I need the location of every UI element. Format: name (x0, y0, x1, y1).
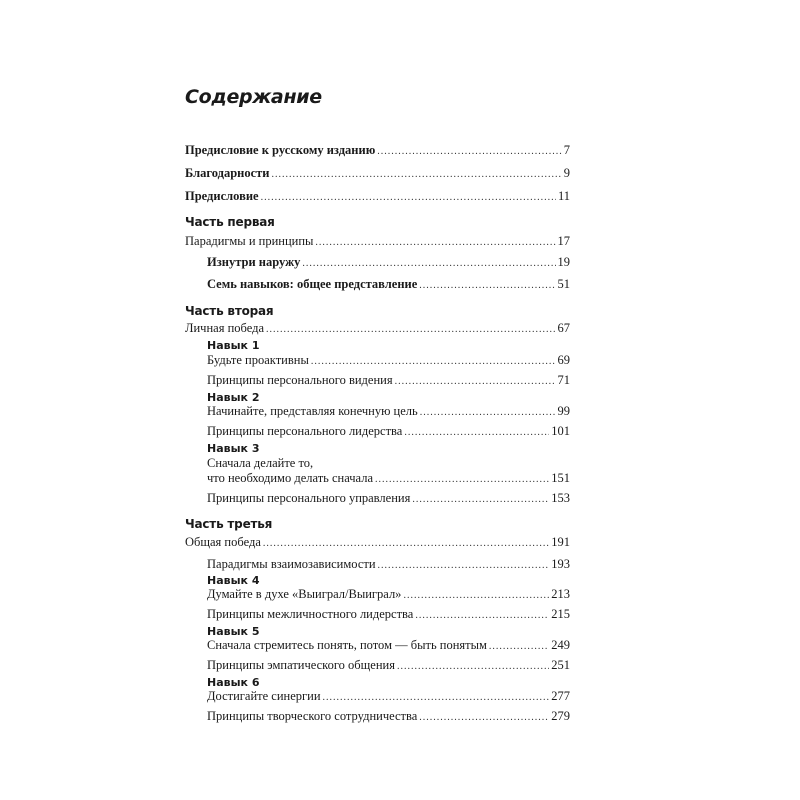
toc-entry[interactable]: Принципы персонального управления ..... 153 (207, 491, 570, 507)
toc-entry[interactable]: Принципы эмпатического общения ..... 251 (207, 658, 570, 674)
toc-entry[interactable]: Начинайте, представляя конечную цель ..... 99 (207, 404, 570, 420)
habit-heading: Навык 2 (207, 391, 260, 404)
toc-entry-line: Сначала делайте то, (207, 456, 314, 470)
part-heading: Часть первая (185, 215, 275, 229)
toc-page (185, 0, 570, 800)
toc-entry[interactable]: Общая победа ..... 191 (185, 535, 570, 551)
toc-entry[interactable]: Предисловие ..... 11 (185, 189, 570, 205)
habit-heading: Навык 1 (207, 339, 260, 352)
toc-entry[interactable]: что необходимо делать сначала ..... 151 (207, 471, 570, 487)
toc-entry[interactable]: Принципы творческого сотрудничества ..... 279 (207, 709, 570, 725)
toc-entry[interactable]: Предисловие к русскому изданию ..... 7 (185, 143, 570, 159)
toc-entry[interactable]: Семь навыков: общее представление ..... 51 (207, 277, 570, 293)
toc-entry[interactable]: Сначала стремитесь понять, потом — быть понятым ..... 249 (207, 638, 570, 654)
toc-entry[interactable]: Благодарности ..... 9 (185, 166, 570, 182)
toc-entry[interactable]: Парадигмы взаимозависимости ..... 193 (207, 557, 570, 573)
toc-entry[interactable]: Будьте проактивны ..... 69 (207, 353, 570, 369)
part-heading: Часть третья (185, 517, 273, 531)
toc-entry[interactable]: Достигайте синергии ..... 277 (207, 689, 570, 705)
toc-entry[interactable]: Принципы межличностного лидерства ..... 215 (207, 607, 570, 623)
part-heading: Часть вторая (185, 304, 274, 318)
toc-title: Содержание (185, 86, 322, 108)
habit-heading: Навык 5 (207, 625, 260, 638)
toc-entry[interactable]: Принципы персонального видения ..... 71 (207, 373, 570, 389)
toc-entry[interactable]: Думайте в духе «Выиграл/Выиграл» ..... 213 (207, 587, 570, 603)
toc-entry[interactable]: Личная победа ..... 67 (185, 321, 570, 337)
habit-heading: Навык 6 (207, 676, 260, 689)
toc-entry[interactable]: Парадигмы и принципы ..... 17 (185, 234, 570, 250)
toc-entry[interactable]: Изнутри наружу ..... 19 (207, 255, 570, 271)
toc-entry[interactable]: Принципы персонального лидерства ..... 101 (207, 424, 570, 440)
habit-heading: Навык 4 (207, 574, 260, 587)
habit-heading: Навык 3 (207, 442, 260, 455)
